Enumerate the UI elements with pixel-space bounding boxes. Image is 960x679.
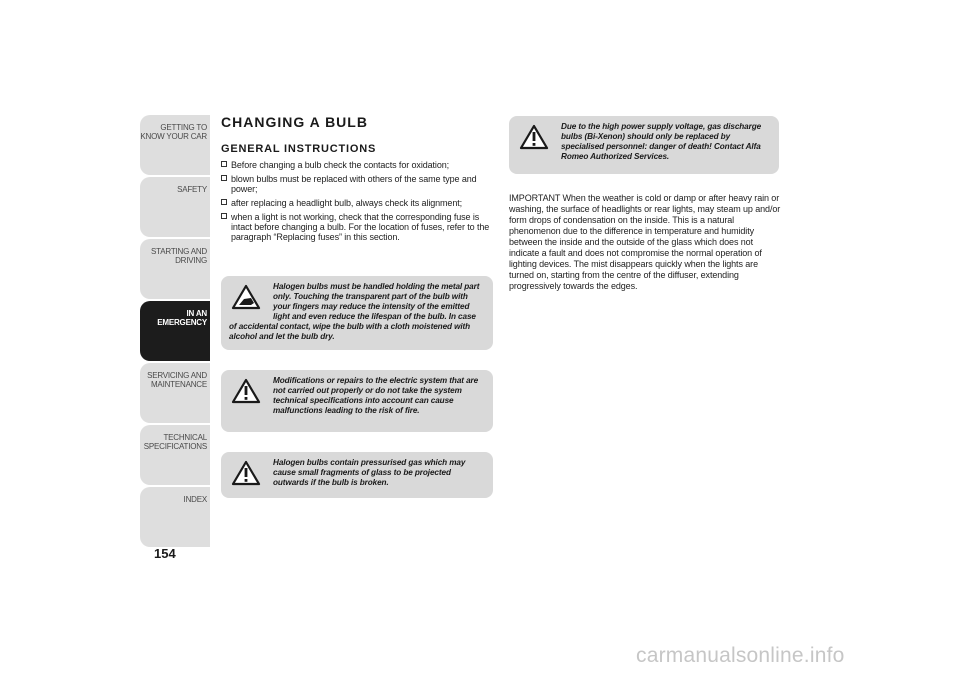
important-note: IMPORTANT When the weather is cold or damp or after heavy rain or washing, the surface of headlights or rear lights, may steam up and/or form drops of condensation on the inside. This is a natural phenomenon due to the difference in temperature and humidity between the inside and the outside of the glass which does not indicate a fault and does not compromise the normal operation of lighting devices. The mist disappears quickly when the lights are turned on, starting from the centre of the diffuser, extending progressively towards the edges. xyxy=(509,193,781,291)
tab-starting-driving[interactable]: STARTING AND DRIVING xyxy=(140,239,210,299)
tab-safety[interactable]: SAFETY xyxy=(140,177,210,237)
page-number: 154 xyxy=(154,546,176,561)
warning-text: Modifications or repairs to the electric system that are not carried out properly or do not take the system technical specifications into account can cause malfunctions leading to the risk of fire. xyxy=(273,376,479,415)
warning-box-pressurised-gas xyxy=(221,452,493,498)
warning-triangle-icon xyxy=(519,124,553,158)
list-item: blown bulbs must be replaced with others of the same type and power; xyxy=(221,174,491,194)
section-subtitle: GENERAL INSTRUCTIONS xyxy=(221,143,377,155)
tab-getting-to-know[interactable]: GETTING TO KNOW YOUR CAR xyxy=(140,115,210,175)
list-item: when a light is not working, check that the corresponding fuse is intact before changing a bulb. For the location of fuses, refer to the paragraph “Replacing fuses” in this section. xyxy=(221,212,491,242)
warning-text: Halogen bulbs contain pressurised gas which may cause small fragments of glass to be projected outwards if the bulb is broken. xyxy=(273,458,466,487)
warning-text: Due to the high power supply voltage, gas discharge bulbs (Bi-Xenon) should only be replaced by specialised personnel: danger of death! Contact Alfa Romeo Authorized Services. xyxy=(561,122,762,161)
bulb-handling-icon xyxy=(231,284,265,318)
checkbox-bullet-icon xyxy=(221,175,227,181)
watermark: carmanualsonline.info xyxy=(636,644,845,667)
tab-servicing-maintenance[interactable]: SERVICING AND MAINTENANCE xyxy=(140,363,210,423)
instruction-list xyxy=(221,160,491,246)
checkbox-bullet-icon xyxy=(221,213,227,219)
tab-in-an-emergency[interactable]: IN AN EMERGENCY xyxy=(140,301,210,361)
list-item: Before changing a bulb check the contacts for oxidation; xyxy=(221,160,491,170)
warning-box-bi-xenon xyxy=(509,116,779,174)
list-item: after replacing a headlight bulb, always check its alignment; xyxy=(221,198,491,208)
warning-text: Halogen bulbs must be handled holding the metal part only. Touching the transparent part of the bulb with your fingers may reduce the intensity of the emitted light and even reduce the lifespan of the bulb. In case of accidental contact, wipe the bulb with a cloth moistened with alcohol and let the bulb dry. xyxy=(229,282,480,341)
warning-box-electric-system xyxy=(221,370,493,432)
warning-box-halogen-handling xyxy=(221,276,493,350)
checkbox-bullet-icon xyxy=(221,199,227,205)
tab-technical-specifications[interactable]: TECHNICAL SPECIFICATIONS xyxy=(140,425,210,485)
warning-triangle-icon xyxy=(231,460,265,494)
tab-index[interactable]: INDEX xyxy=(140,487,210,547)
checkbox-bullet-icon xyxy=(221,161,227,167)
warning-triangle-icon xyxy=(231,378,265,412)
page-title: CHANGING A BULB xyxy=(221,114,368,130)
